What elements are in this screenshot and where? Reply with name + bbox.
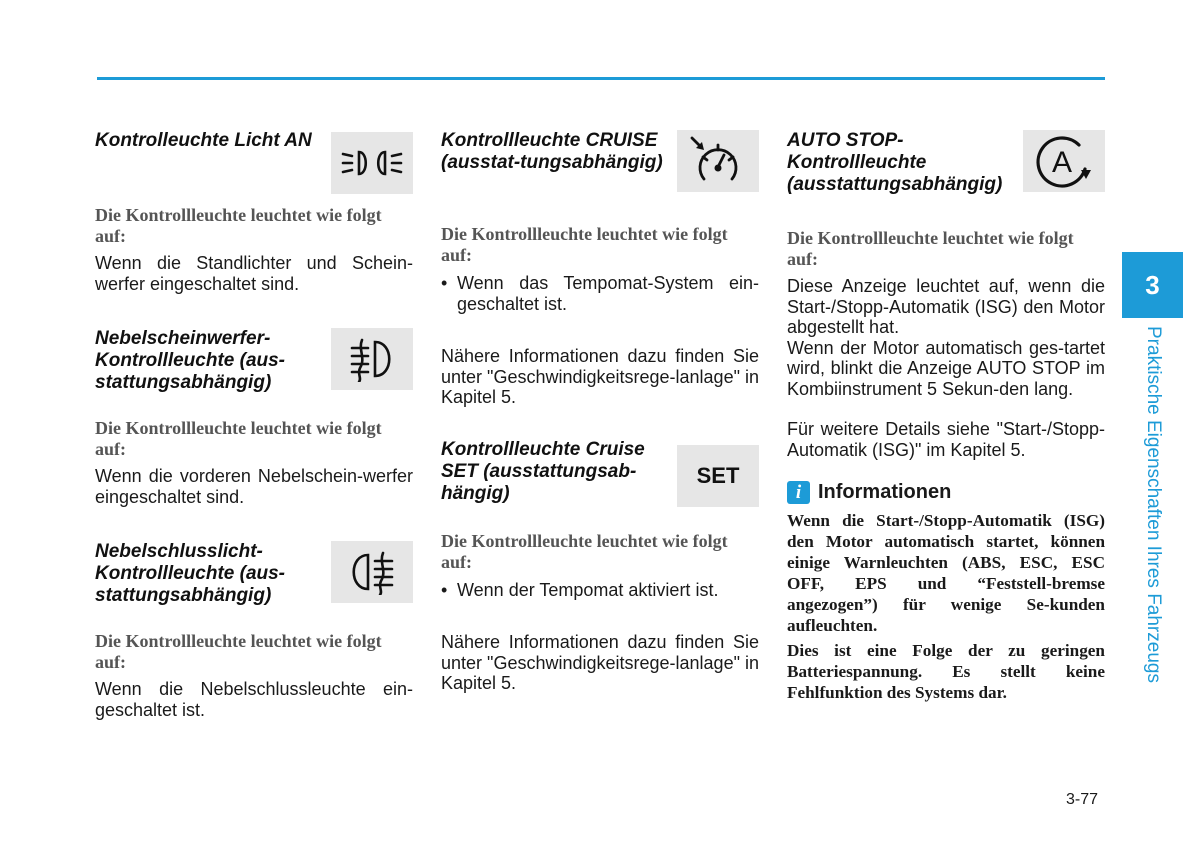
section-title: AUTO STOP-Kontrollleuchte (ausstattungsabhängig) (787, 130, 1003, 195)
section-cruise-set (441, 439, 759, 694)
column-3 (787, 130, 1105, 703)
chapter-tab: 3 (1122, 252, 1183, 318)
lead-text: Die Kontrollleuchte leuchtet wie folgt auf: (95, 418, 382, 459)
bullet-text: Wenn das Tempomat-System ein-geschaltet ist. (457, 273, 759, 314)
column-1 (95, 130, 413, 720)
lead-text: Die Kontrollleuchte leuchtet wie folgt auf: (95, 205, 382, 246)
section-front-fog (95, 328, 413, 507)
info-text-2: Dies ist eine Folge der zu geringen Batteriespannung. Es stellt keine Fehlfunktion des Systems dar. (787, 641, 1105, 702)
section-title: Nebelscheinwerfer-Kontrollleuchte (aus-stattungsabhängig) (95, 328, 286, 393)
auto-stop-icon (1023, 130, 1105, 192)
lead-text: Die Kontrollleuchte leuchtet wie folgt auf: (95, 631, 382, 672)
lead-text: Die Kontrollleuchte leuchtet wie folgt auf: (441, 224, 728, 265)
section-title: Kontrollleuchte Cruise SET (ausstattungsab-hängig) (441, 438, 645, 504)
body-text: Nähere Informationen dazu finden Sie unter "Geschwindigkeitsrege-lanlage" in Kapitel 5. (441, 346, 759, 407)
body-text: Wenn die vorderen Nebelschein-werfer eingeschaltet sind. (95, 466, 413, 507)
section-rear-fog (95, 541, 413, 720)
body-text-2: Wenn der Motor automatisch ges-tartet wird, blinkt die Anzeige AUTO STOP im Kombiinstrument 5 Sekun-den lang. (787, 337, 1105, 399)
lead-text: Die Kontrollleuchte leuchtet wie folgt auf: (787, 228, 1074, 269)
body-text: Wenn die Nebelschlussleuchte ein-geschaltet ist. (95, 679, 413, 720)
body-text-3: Für weitere Details siehe "Start-/Stopp-Automatik (ISG)" im Kapitel 5. (787, 419, 1105, 460)
rear-fog-light-icon (331, 541, 413, 603)
section-headlight (95, 130, 413, 294)
info-text-1: Wenn die Start-/Stopp-Automatik (ISG) den Motor automatisch startet, können einige Warnleuchten (ABS, ESC, ESC OFF, EPS und “Feststell-bremse angezogen”) für wenige Se-kunden aufleuchten. (787, 511, 1105, 635)
chapter-title: Praktische Eigenschaften Ihres Fahrzeugs (1143, 326, 1164, 683)
bullet-text: Wenn der Tempomat aktiviert ist. (457, 579, 719, 600)
lead-text: Die Kontrollleuchte leuchtet wie folgt auf: (441, 530, 728, 572)
body-text: Wenn die Standlichter und Schein-werfer eingeschaltet sind. (95, 253, 413, 294)
front-fog-light-icon (331, 328, 413, 390)
body-text: Nähere Informationen dazu finden Sie unter "Geschwindigkeitsrege-lanlage" in Kapitel 5. (441, 632, 759, 693)
body-text-1: Diese Anzeige leuchtet auf, wenn die Start-/Stopp-Automatik (ISG) den Motor abgestellt hat. (787, 276, 1105, 337)
section-title: Nebelschlusslicht-Kontrollleuchte (aus-stattungsabhängig) (95, 541, 286, 606)
headlight-icon (331, 132, 413, 194)
info-header (787, 481, 1105, 504)
section-cruise (441, 130, 759, 408)
bullet-item: • Wenn das Tempomat-System ein-geschaltet ist. (441, 273, 759, 314)
info-title: Informationen (818, 481, 952, 503)
set-label: SET (696, 462, 740, 488)
header-rule (97, 77, 1105, 80)
set-indicator (677, 445, 759, 507)
info-icon: i (787, 481, 810, 504)
section-auto-stop (787, 130, 1105, 703)
page-number: 3-77 (1066, 791, 1099, 808)
bullet-item: • Wenn der Tempomat aktiviert ist. (441, 579, 719, 600)
section-title: Kontrollleuchte CRUISE (ausstat-tungsabhängig) (441, 130, 663, 173)
chapter-title-vertical (1138, 326, 1168, 696)
cruise-control-icon (677, 130, 759, 192)
section-title: Kontrolleuchte Licht AN (95, 130, 312, 151)
svg-text:A: A (1051, 146, 1073, 179)
column-2 (441, 130, 759, 694)
